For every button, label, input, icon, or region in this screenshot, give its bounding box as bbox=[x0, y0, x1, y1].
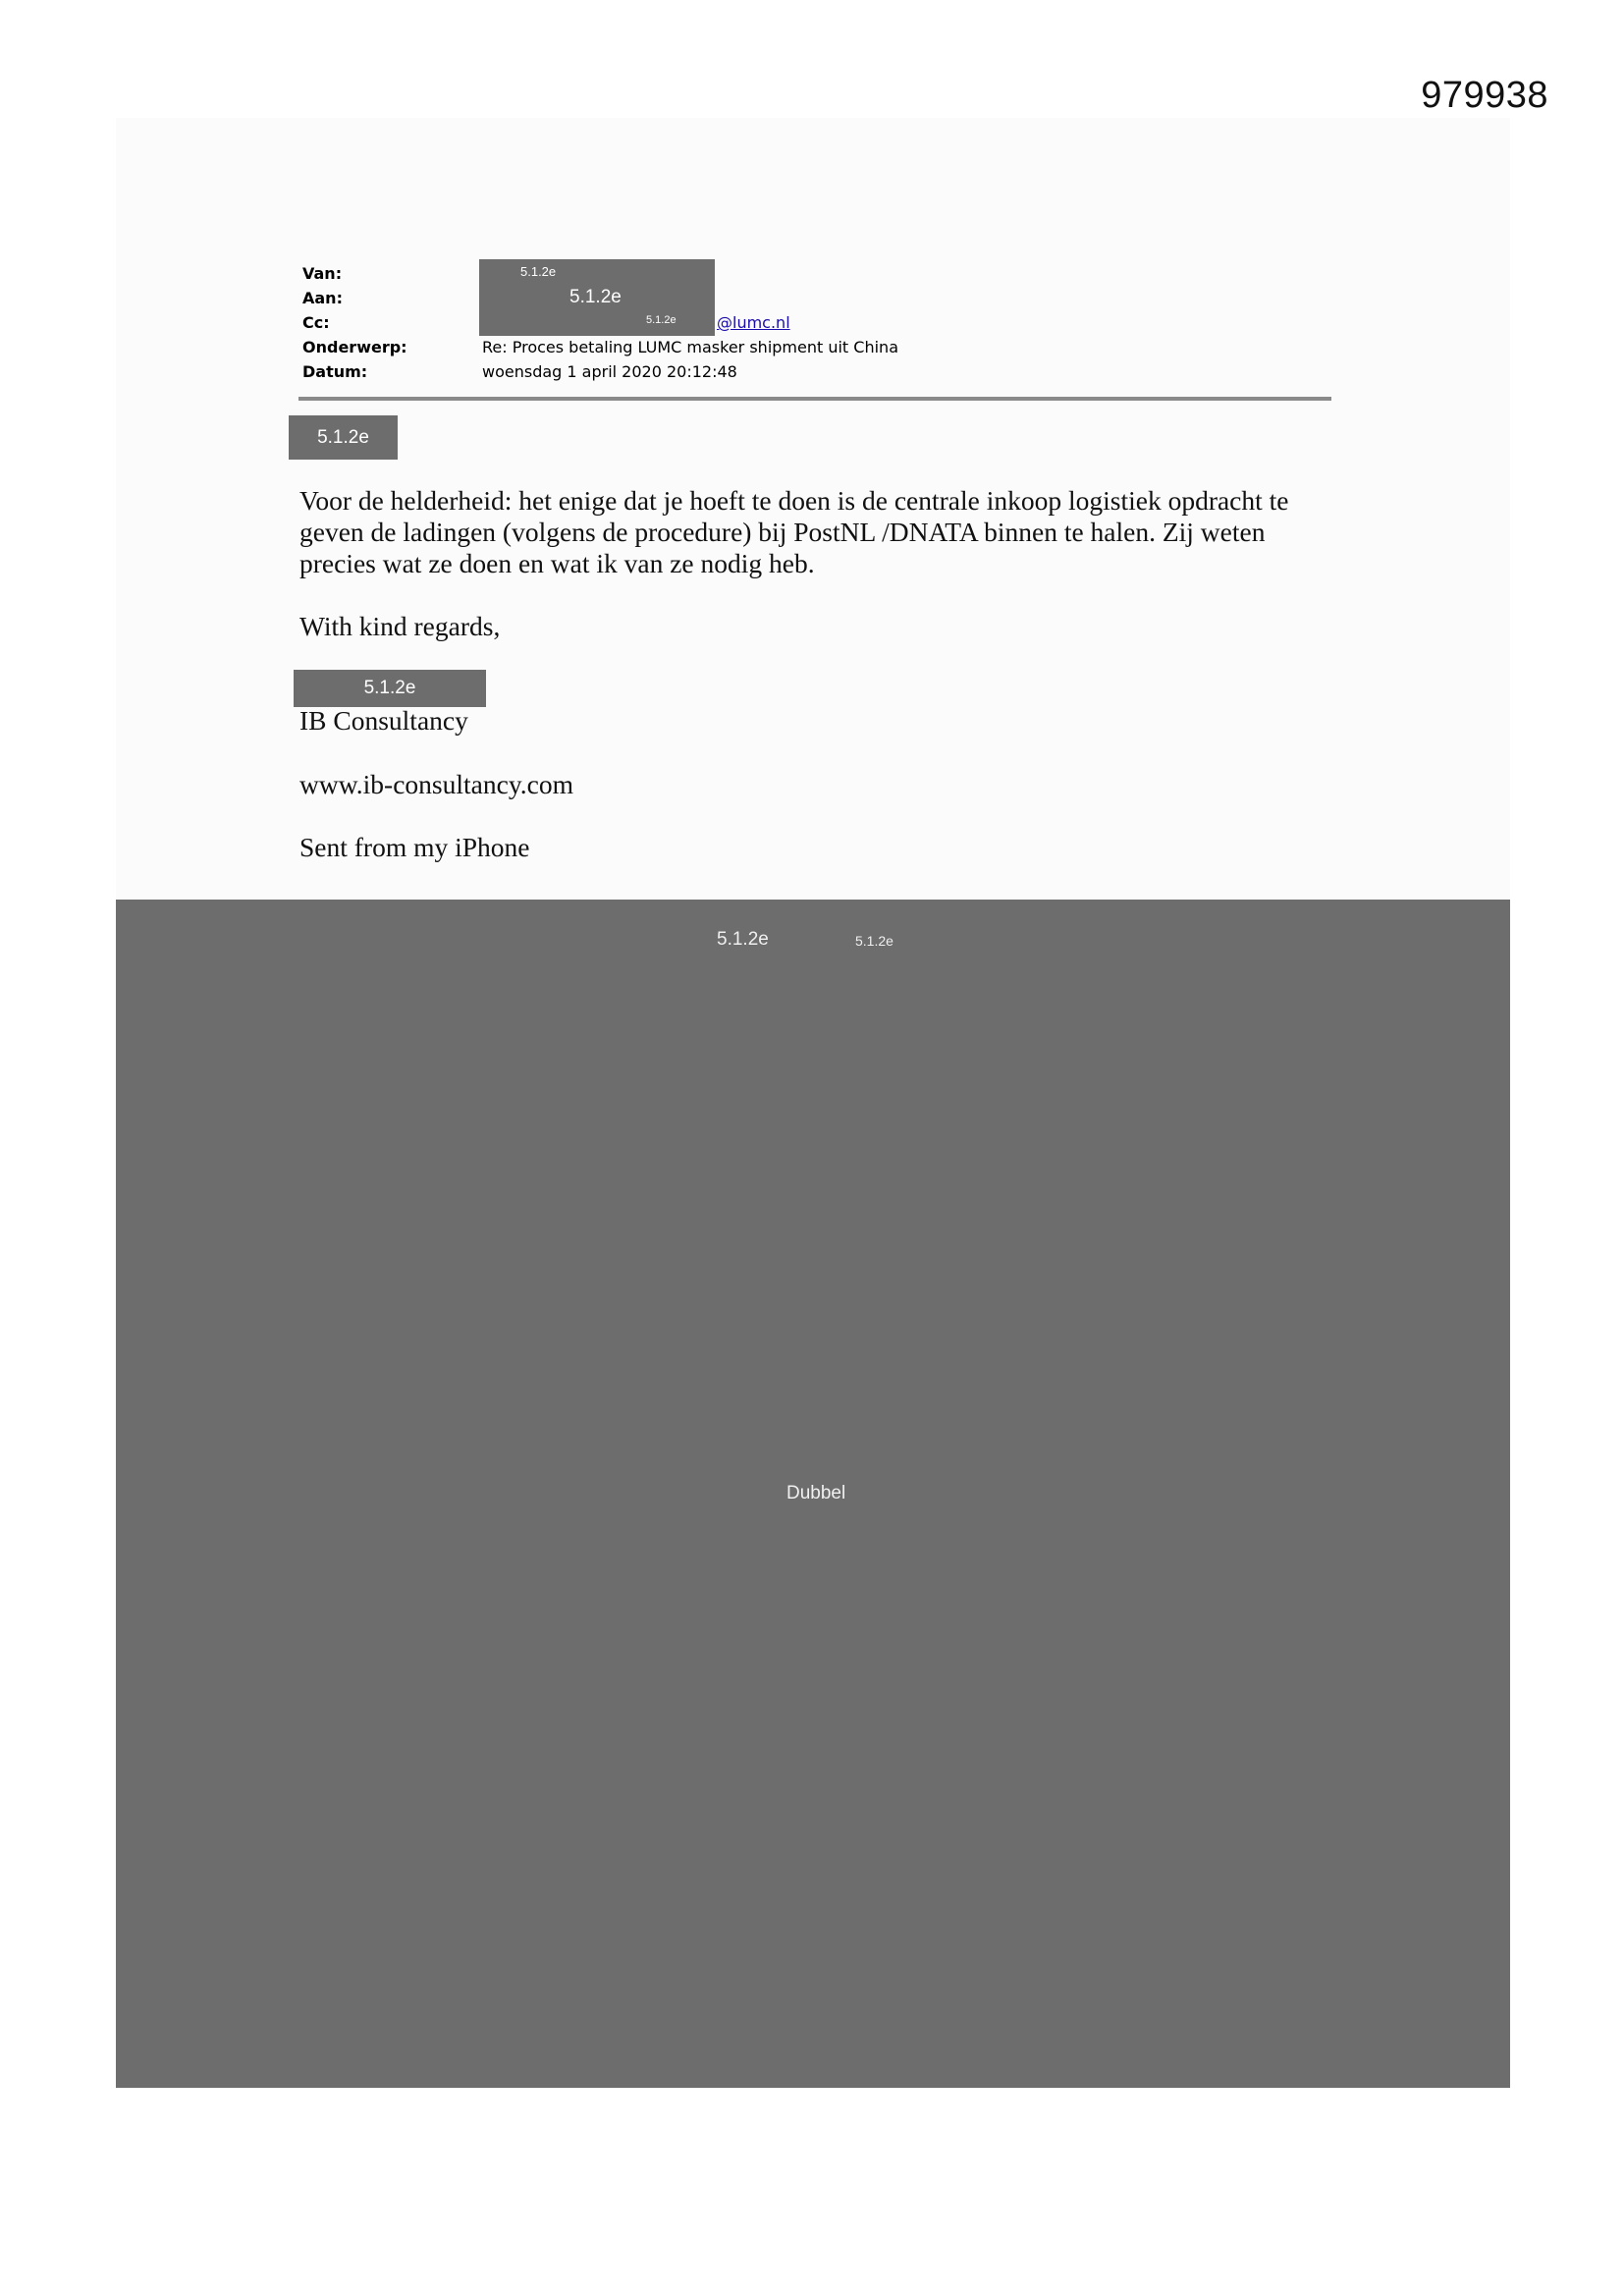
from-row bbox=[302, 261, 1333, 286]
date-label: Datum: bbox=[302, 362, 368, 381]
salutation-redaction-code: 5.1.2e bbox=[317, 426, 369, 448]
to-redaction-code: 5.1.2e bbox=[569, 287, 622, 307]
cc-domain[interactable]: @lumc.nl bbox=[717, 313, 790, 332]
header-redaction bbox=[479, 259, 715, 336]
cc-redaction-code: 5.1.2e bbox=[646, 314, 677, 326]
website-text: www.ib-consultancy.com bbox=[299, 769, 574, 799]
cc-label: Cc: bbox=[302, 313, 330, 332]
from-label: Van: bbox=[302, 264, 343, 283]
cc-email-link[interactable] bbox=[717, 310, 790, 335]
subject-label: Onderwerp: bbox=[302, 338, 407, 356]
date-value: woensdag 1 april 2020 20:12:48 bbox=[482, 362, 737, 381]
date-row bbox=[302, 359, 1333, 384]
signature-redaction bbox=[294, 670, 486, 707]
subject-row bbox=[302, 335, 1333, 359]
subject-value: Re: Proces betaling LUMC masker shipment uit China bbox=[482, 338, 898, 356]
closing-line: With kind regards, bbox=[299, 611, 501, 641]
salutation-redaction bbox=[289, 415, 398, 460]
to-label: Aan: bbox=[302, 289, 343, 307]
to-row bbox=[302, 286, 1333, 310]
sent-from-line: Sent from my iPhone bbox=[299, 832, 530, 862]
block-redaction-code-b: 5.1.2e bbox=[855, 933, 893, 949]
block-redaction-code-a: 5.1.2e bbox=[717, 929, 769, 950]
company-name: IB Consultancy bbox=[299, 705, 468, 736]
signature-redaction-code: 5.1.2e bbox=[363, 678, 416, 698]
cc-row bbox=[302, 310, 1333, 335]
duplicate-redaction-block bbox=[116, 900, 1510, 2088]
document-number: 979938 bbox=[1421, 75, 1548, 116]
from-redaction-code: 5.1.2e bbox=[520, 264, 557, 279]
header-divider bbox=[298, 397, 1331, 401]
body-paragraph: Voor de helderheid: het enige dat je hoeft te doen is de centrale inkoop logistiek opdracht te geven de ladingen (volgens de procedure) bij PostNL /DNATA binnen te halen. Zij weten precies wat ze doen en wat ik van ze nodig heb. bbox=[299, 485, 1289, 578]
email-header bbox=[302, 261, 1333, 384]
block-redaction-reason: Dubbel bbox=[786, 1483, 846, 1503]
